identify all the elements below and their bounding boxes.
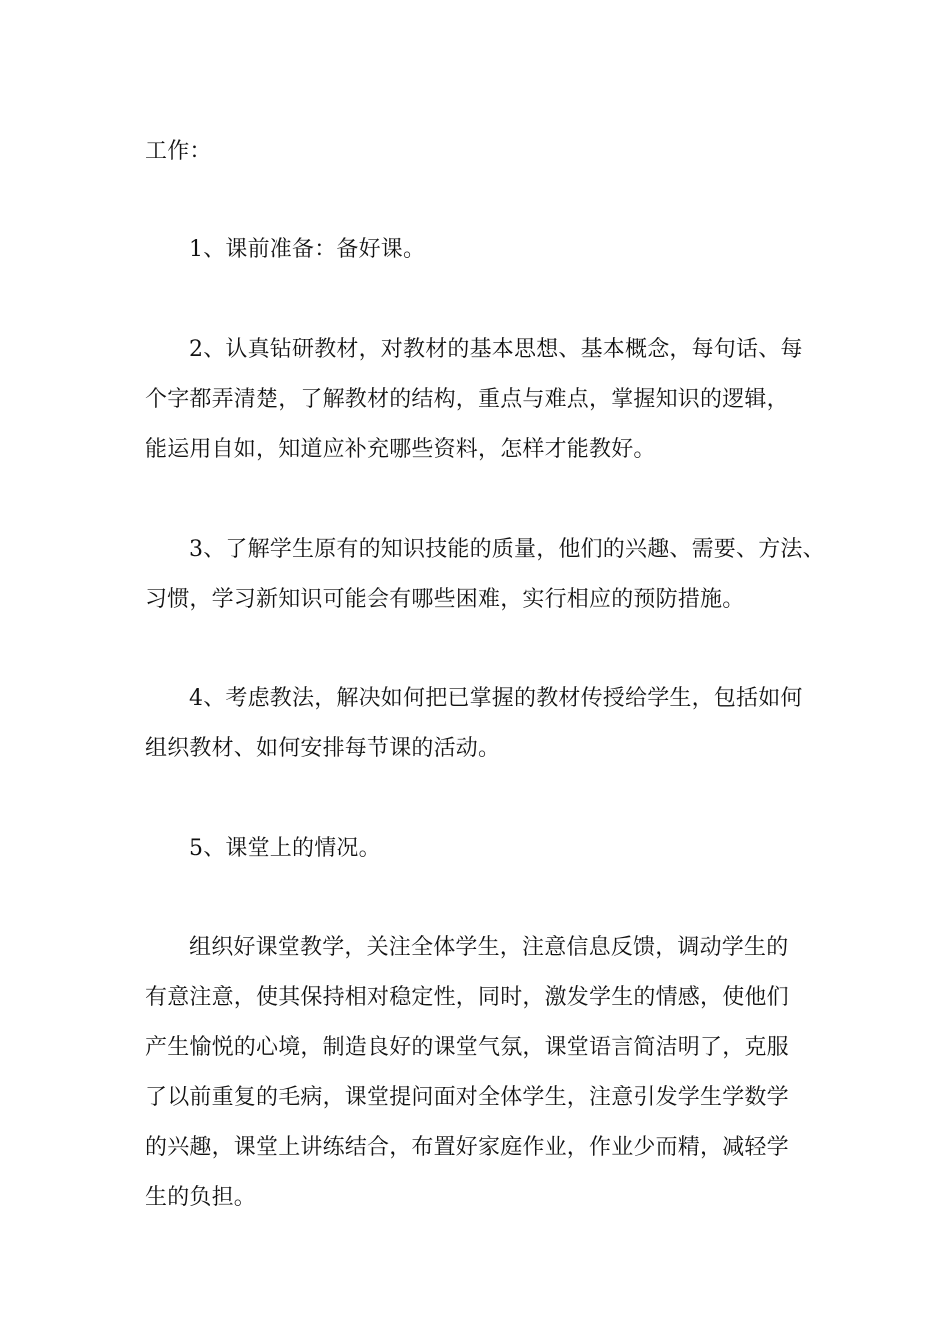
paragraph-line: 能运用自如，知道应补充哪些资料，怎样才能教好。 bbox=[145, 437, 656, 462]
paragraph-line: 有意注意，使其保持相对稳定性，同时，激发学生的情感，使他们 bbox=[145, 985, 789, 1010]
paragraph-line: 4、考虑教法，解决如何把已掌握的教材传授给学生，包括如何 bbox=[189, 686, 803, 711]
paragraph-line: 3、了解学生原有的知识技能的质量，他们的兴趣、需要、方法、 bbox=[189, 537, 825, 562]
section-heading: 工作： bbox=[145, 139, 212, 164]
paragraph-line: 习惯，学习新知识可能会有哪些困难，实行相应的预防措施。 bbox=[145, 587, 745, 612]
paragraph-line: 2、认真钻研教材，对教材的基本思想、基本概念，每句话、每 bbox=[189, 337, 803, 362]
paragraph-line: 生的负担。 bbox=[145, 1185, 257, 1210]
paragraph-line: 的兴趣，课堂上讲练结合，布置好家庭作业，作业少而精，减轻学 bbox=[145, 1135, 789, 1160]
paragraph-line: 5、课堂上的情况。 bbox=[189, 836, 381, 861]
paragraph-line: 组织教材、如何安排每节课的活动。 bbox=[145, 736, 501, 761]
paragraph-line: 了以前重复的毛病，课堂提问面对全体学生，注意引发学生学数学 bbox=[145, 1085, 789, 1110]
paragraph-line: 个字都弄清楚，了解教材的结构，重点与难点，掌握知识的逻辑， bbox=[145, 387, 789, 412]
paragraph-line: 组织好课堂教学，关注全体学生，注意信息反馈，调动学生的 bbox=[189, 935, 789, 960]
paragraph-line: 产生愉悦的心境，制造良好的课堂气氛，课堂语言简洁明了，克服 bbox=[145, 1035, 789, 1060]
paragraph-line: 1、课前准备：备好课。 bbox=[189, 237, 426, 262]
